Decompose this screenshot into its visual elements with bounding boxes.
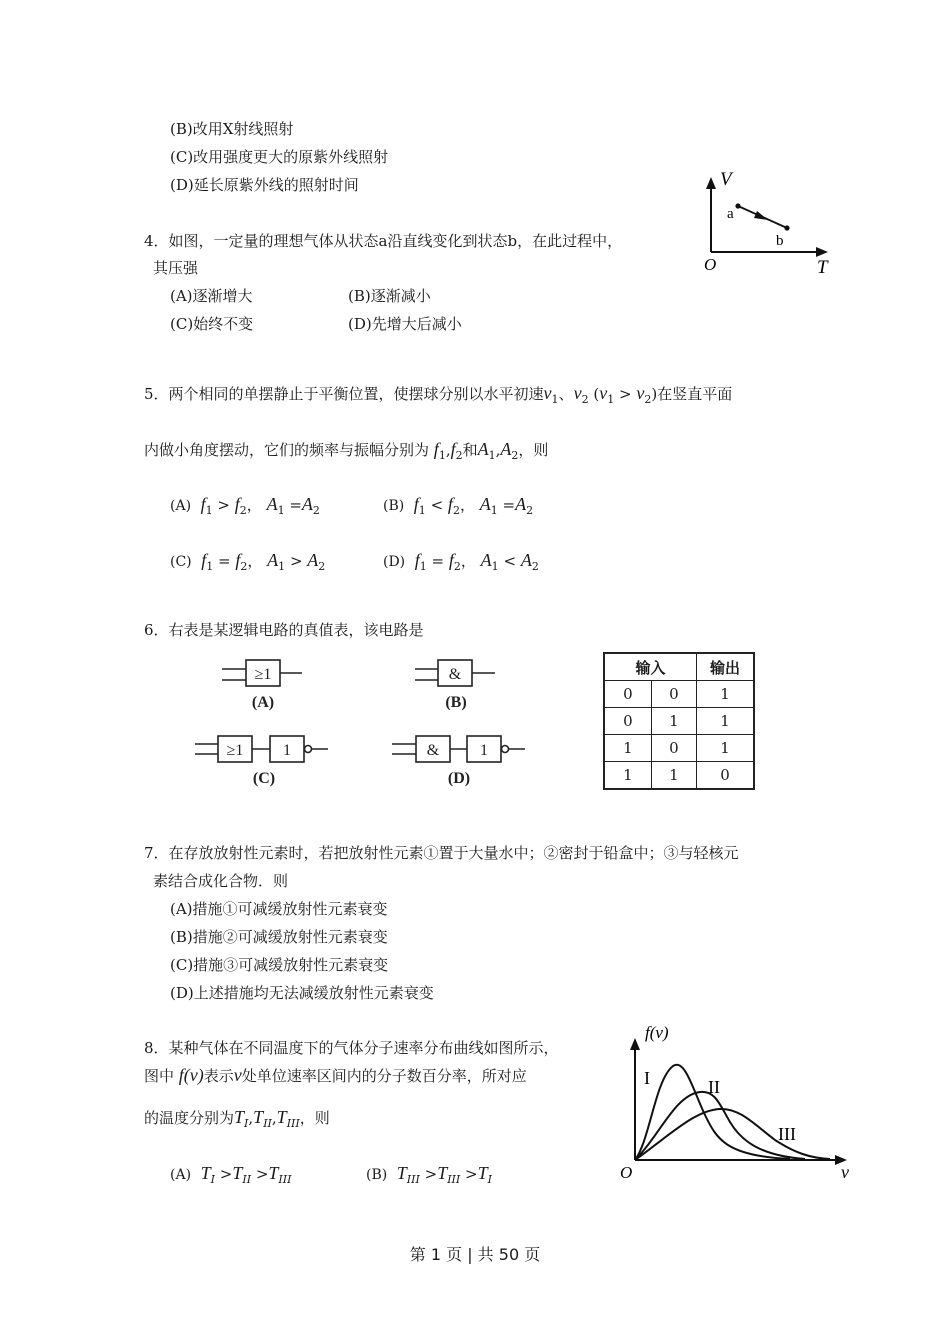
f-symbol: f: [433, 439, 439, 459]
v2-symbol: v: [573, 383, 582, 403]
relation: =: [431, 552, 445, 570]
gate-a-label: (A): [251, 694, 275, 711]
sub-1: 1: [607, 393, 615, 406]
A-symbol: A: [307, 550, 319, 570]
truth-table: [603, 652, 755, 790]
q4-origin-label: O: [704, 255, 717, 274]
q8-stem-line3: [144, 1107, 330, 1134]
sub-2: 2: [526, 504, 534, 517]
gate-c-not-symbol: 1: [283, 742, 291, 759]
q8-stem-text: 图中: [144, 1067, 175, 1085]
separator: 、: [558, 385, 574, 403]
q5-option-b: [383, 494, 533, 521]
v1-symbol: v: [599, 383, 608, 403]
q7-option-a: (A)措施①可减缓放射性元素衰变: [170, 900, 388, 918]
q4-vt-diagram: [690, 165, 840, 280]
comma: ，: [460, 552, 476, 570]
q6-stem: 6．右表是某逻辑电路的真值表，该电路是: [144, 621, 424, 639]
q4-stem-line2: 其压强: [153, 259, 199, 277]
q5-stem-line2: [144, 439, 548, 466]
T-symbol: T: [200, 1163, 211, 1183]
gate-b-and-symbol: &: [448, 666, 462, 683]
q3-option-d: (D)延长原紫外线的照射时间: [170, 176, 359, 194]
sub-1: 1: [488, 449, 496, 462]
relation: =: [289, 496, 302, 514]
A-symbol: A: [266, 494, 278, 514]
f-symbol: f: [235, 550, 241, 570]
gate-c-label: (C): [252, 770, 276, 787]
T-symbol: T: [437, 1163, 448, 1183]
subscript: II: [242, 1173, 252, 1186]
option-label: (B): [383, 498, 405, 514]
relation: <: [430, 496, 444, 514]
sub-1: 1: [206, 560, 214, 573]
option-label: (B): [366, 1167, 388, 1183]
comma: ,: [248, 1109, 254, 1127]
sub-2: 2: [312, 504, 320, 517]
option-label: (C): [170, 554, 192, 570]
sub-II: II: [263, 1117, 272, 1130]
sub-1: 1: [551, 393, 559, 406]
cell: 1: [651, 762, 696, 790]
sub-2: 2: [318, 560, 326, 573]
q7-stem-line1: 7．在存放放射性元素时，若把放射性元素①置于大量水中；②密封于铅盒中；③与轻核元: [144, 844, 739, 862]
q5-stem-text: 内做小角度摆动，它们的频率与振幅分别为: [144, 441, 430, 459]
T-symbol: T: [253, 1107, 264, 1127]
sub-2: 2: [452, 504, 460, 517]
option-label: (A): [170, 1167, 192, 1183]
q4-t-axis-label: T: [817, 257, 828, 278]
relation: =: [502, 496, 516, 514]
q8-stem-text: ，则: [299, 1109, 330, 1127]
truth-table-header-input: 输入: [604, 653, 697, 681]
relation: <: [503, 552, 517, 570]
subscript: III: [278, 1173, 292, 1186]
q7-option-d: (D)上述措施均无法减缓放射性元素衰变: [170, 984, 434, 1002]
gate-b-label: (B): [445, 694, 467, 711]
q8-stem-text: 的温度分别为: [144, 1109, 235, 1127]
table-row: [604, 762, 754, 790]
q4-option-b: (B)逐渐减小: [348, 287, 431, 305]
cell: 1: [697, 708, 755, 735]
A-symbol: A: [267, 550, 279, 570]
q5-option-a: [170, 494, 320, 521]
q3-option-c: (C)改用强度更大的原紫外线照射: [170, 148, 389, 166]
fv-symbol: f(v): [178, 1065, 204, 1085]
q5-option-d: [383, 550, 539, 577]
f-symbol: f: [201, 550, 207, 570]
A-symbol: A: [479, 494, 491, 514]
sub-1: 1: [491, 560, 499, 573]
q3-option-b: (B)改用X射线照射: [170, 120, 294, 138]
sub-2: 2: [581, 393, 589, 406]
f-symbol: f: [234, 494, 240, 514]
sub-1: 1: [438, 449, 446, 462]
cell: 0: [651, 735, 696, 762]
q8-stem-text: 处单位速率区间内的分子数百分率，所对应: [241, 1067, 527, 1085]
T-symbol: T: [232, 1163, 243, 1183]
sub-2: 2: [453, 560, 461, 573]
f-symbol: f: [447, 494, 453, 514]
sub-1: 1: [277, 504, 285, 517]
gt-sign: >: [465, 1165, 478, 1183]
q8-option-b: [366, 1163, 492, 1190]
v-symbol: v: [233, 1065, 242, 1085]
T-symbol: T: [276, 1107, 287, 1127]
q4-v-axis-label: V: [720, 169, 732, 190]
q8-stem-line2: [144, 1065, 527, 1086]
and-text: 和: [462, 441, 478, 459]
q7-option-b: (B)措施②可减缓放射性元素衰变: [170, 928, 388, 946]
comma: ，: [459, 496, 475, 514]
comma: ，: [247, 552, 263, 570]
q8-fv-axis-label: f(v): [645, 1023, 669, 1042]
option-label: (A): [170, 498, 192, 514]
f-symbol: f: [414, 550, 420, 570]
A-symbol: A: [515, 494, 527, 514]
cell: 0: [697, 762, 755, 790]
sub-2: 2: [511, 449, 519, 462]
q8-v-axis-label: v: [841, 1162, 849, 1182]
T-symbol: T: [234, 1107, 245, 1127]
curve-III-label: III: [778, 1124, 796, 1144]
cell: 1: [604, 735, 651, 762]
sub-1: 1: [418, 504, 426, 517]
f-symbol: f: [200, 494, 206, 514]
sub-I: I: [244, 1117, 249, 1130]
gt-sign: >: [424, 1165, 438, 1183]
sub-III: III: [286, 1117, 300, 1130]
T-symbol: T: [396, 1163, 407, 1183]
gt-sign: >: [255, 1165, 269, 1183]
A-symbol: A: [520, 550, 532, 570]
page-footer: 第 1 页 | 共 50 页: [409, 1245, 541, 1264]
cell: 1: [604, 762, 651, 790]
sub-1: 1: [490, 504, 498, 517]
A-symbol: A: [500, 439, 512, 459]
gate-a-or-symbol: ≥1: [254, 666, 272, 683]
T-symbol: T: [268, 1163, 279, 1183]
subscript: III: [406, 1173, 420, 1186]
f-symbol: f: [448, 550, 454, 570]
q6-logic-gates-diagram: [190, 650, 535, 790]
A-symbol: A: [477, 439, 489, 459]
comma: ,: [495, 441, 501, 459]
A-symbol: A: [301, 494, 313, 514]
table-row: [604, 735, 754, 762]
gate-d-and-symbol: &: [426, 742, 440, 759]
cell: 0: [651, 681, 696, 708]
v2-symbol: v: [636, 383, 645, 403]
sub-2: 2: [240, 560, 248, 573]
gt-sign: >: [618, 385, 632, 403]
cell: 0: [604, 708, 651, 735]
cell: 1: [697, 735, 755, 762]
sub-2: 2: [531, 560, 539, 573]
v1-symbol: v: [543, 383, 552, 403]
q8-stem-line1: 8．某种气体在不同温度下的气体分子速率分布曲线如图所示，: [144, 1039, 559, 1057]
q5-stem-text: ，则: [518, 441, 549, 459]
sub-2: 2: [644, 393, 652, 406]
comma: ,: [445, 441, 451, 459]
gate-c-or-symbol: ≥1: [226, 742, 244, 759]
q5-stem-text: 5．两个相同的单摆静止于平衡位置，使摆球分别以水平初速: [144, 385, 544, 403]
q8-stem-text: 表示: [203, 1067, 234, 1085]
q8-speed-distribution-diagram: [615, 1020, 855, 1190]
table-row: [604, 681, 754, 708]
q7-stem-line2: 素结合成化合物．则: [153, 872, 289, 890]
sub-1: 1: [419, 560, 427, 573]
sub-2: 2: [455, 449, 463, 462]
q4-stem-line1: 4．如图，一定量的理想气体从状态a沿直线变化到状态b，在此过程中，: [144, 232, 623, 250]
q4-option-d: (D)先增大后减小: [348, 315, 462, 333]
q5-option-c: [170, 550, 325, 577]
curve-I-label: I: [644, 1068, 650, 1088]
gate-d-label: (D): [447, 770, 471, 787]
table-row: [604, 708, 754, 735]
cell: 0: [604, 681, 651, 708]
q7-option-c: (C)措施③可减缓放射性元素衰变: [170, 956, 389, 974]
sub-2: 2: [239, 504, 247, 517]
cell: 1: [651, 708, 696, 735]
option-label: (D): [383, 554, 406, 570]
sub-1: 1: [205, 504, 213, 517]
q8-origin-label: O: [620, 1163, 633, 1182]
relation: >: [289, 552, 303, 570]
T-symbol: T: [477, 1163, 488, 1183]
q4-option-a: (A)逐渐增大: [170, 287, 253, 305]
q4-option-c: (C)始终不变: [170, 315, 254, 333]
subscript: I: [487, 1173, 492, 1186]
q8-option-a: [170, 1163, 291, 1190]
gate-d-not-symbol: 1: [480, 742, 488, 759]
curve-II-label: II: [708, 1077, 720, 1097]
sub-1: 1: [278, 560, 286, 573]
truth-table-header-output: 输出: [697, 653, 755, 681]
comma: ,: [271, 1109, 277, 1127]
subscript: I: [210, 1173, 215, 1186]
f-symbol: f: [413, 494, 419, 514]
f-symbol: f: [450, 439, 456, 459]
A-symbol: A: [480, 550, 492, 570]
q5-stem-text: 在竖直平面: [657, 385, 733, 403]
gt-sign: >: [219, 1165, 233, 1183]
cell: 1: [697, 681, 755, 708]
q4-point-b-label: b: [776, 233, 784, 249]
subscript: III: [447, 1173, 461, 1186]
comma: ，: [246, 496, 262, 514]
relation: >: [217, 496, 230, 514]
relation: =: [217, 552, 231, 570]
q4-point-a-label: a: [727, 206, 734, 222]
q5-stem-line1: 5．两个相同的单摆静止于平衡位置，使摆球分别以水平初速$v_1$、$v_2$ $(v_1 > v_2)$在竖直平面: [144, 383, 733, 406]
